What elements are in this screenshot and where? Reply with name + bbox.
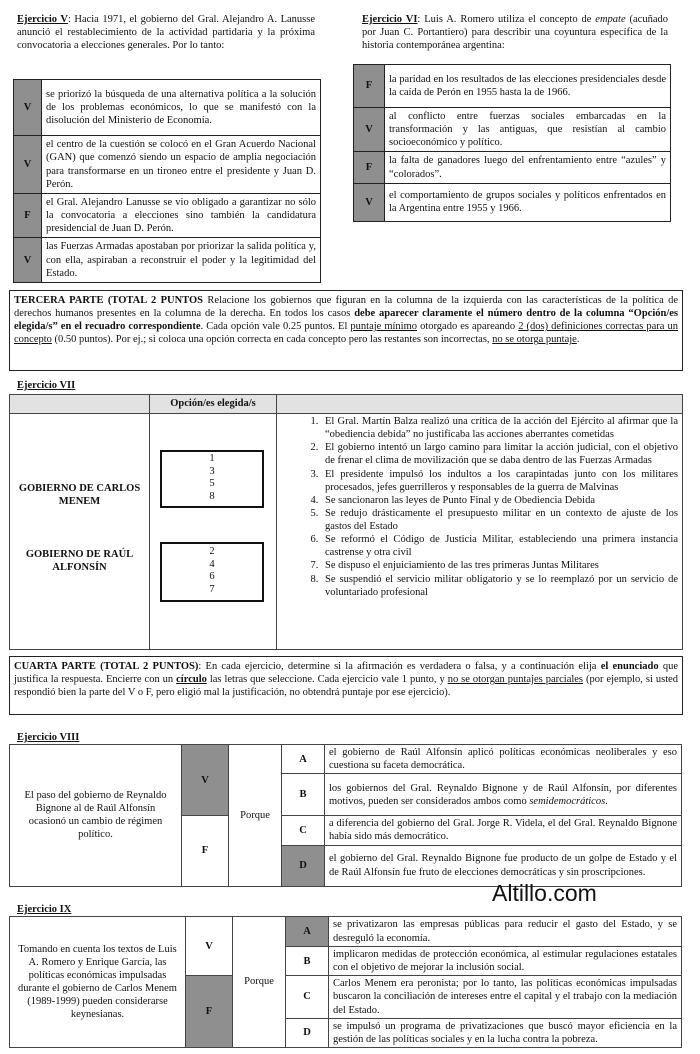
option-text: Carlos Menem era peronista; por lo tanto, las políticas económicas impulsadas buscaron la conciliación de intereses entre el capital y el trabajo con la mediación del Estado. [329, 976, 682, 1018]
option-number: 7 [209, 583, 215, 595]
governments-column [10, 414, 150, 650]
ejercicio-5-table [13, 79, 321, 283]
ejercicio-7-title: Ejercicio VII [17, 380, 76, 391]
true-option: V [186, 917, 233, 976]
tercera-parte-instructions: TERCERA PARTE (TOTAL 2 PUNTOS Relacione los gobiernos que figuran en la columna de la izquierda con las características de la política de derechos humanos presentes en la columna de la derecha. En todos los casos debe aparecer claramente el número dentro de la columna “Opción/es elegida/s” en el recuadro correspondiente. Cada opción vale 0.25 puntos. El puntaje mínimo otorgado es apareando 2 (dos) definiciones correctas para un concepto (0.50 puntos). Por ej.; si coloca una opción correcta en cada concepto pero las restantes son incorrectas, no se otorga puntaje. [9, 290, 683, 371]
table-row [14, 136, 321, 194]
ejercicio-6-table [353, 64, 671, 222]
answer-mark: V [14, 80, 42, 136]
government-menem-label: GOBIERNO DE CARLOS MENEM [18, 483, 141, 508]
ejercicio-5-intro [17, 13, 315, 52]
option-text: a diferencia del gobierno del Gral. Jorge R. Videla, el del Gral. Reynaldo Bignone había sido más democrático. [325, 816, 682, 845]
list-item: 6. Se reformó el Código de Justicia Militar, estableciendo una primera instancia castrense y otra civil [321, 533, 678, 559]
table-row [10, 917, 682, 947]
answer-mark: F [354, 65, 385, 108]
option-text: los gobiernos del Gral. Reynaldo Bignone y de Raúl Alfonsín, por diferentes motivos, pueden ser considerados ambos como semidemocráticos. [325, 774, 682, 816]
table-row [14, 80, 321, 136]
statement-cell: El paso del gobierno de Reynaldo Bignone al de Raúl Alfonsín ocasionó un cambio de régimen político. [10, 745, 182, 887]
option-letter: A [282, 745, 325, 774]
option-text: se impulsó un programa de privatizaciones que buscó mayor eficiencia en la gestión de las políticas sociales y en la lucha contra la pobreza. [329, 1018, 682, 1047]
ejercicio-6-intro: Ejercicio VI: Luis A. Romero utiliza el concepto de empate (acuñado por Juan C. Portantiero) para describir una coyuntura específica de la historia contemporánea argentina: [362, 14, 669, 52]
option-letter: D [286, 1018, 329, 1047]
option-number: 5 [209, 478, 215, 490]
header-cell-empty [10, 395, 150, 414]
ejercicio-7-table [9, 394, 683, 650]
porque-label: Porque [233, 917, 286, 1048]
answer-mark: F [14, 194, 42, 238]
table-row [354, 152, 671, 183]
government-alfonsin-label: GOBIERNO DE RAÚL ALFONSÍN [25, 549, 134, 574]
table-row [354, 108, 671, 152]
list-item: 1. El Gral. Martín Balza realizó una crítica de la acción del Ejército al afirmar que la “obediencia debida” no justificaba las acciones aberrantes cometidas [321, 415, 678, 441]
statement-text: el Gral. Alejandro Lanusse se vio obligado a garantizar no sólo la convocatoria a elecciones sino también la candidatura presidencial de Juan D. Perón. [42, 194, 321, 238]
option-number: 2 [209, 546, 215, 557]
ejercicio-9-title: Ejercicio IX [17, 904, 72, 915]
answer-mark: V [354, 183, 385, 221]
watermark: Altillo.com [492, 880, 597, 906]
statement-text: al conflicto entre fuerzas sociales embarcadas en la transformación y las antiguas, que resistían al cambio socioeconómico y político. [385, 108, 671, 152]
statement-text: el comportamiento de grupos sociales y políticos enfrentados en la Argentina entre 1955 y 1966. [389, 190, 666, 215]
option-number: 1 [209, 453, 215, 464]
option-number: 6 [209, 571, 215, 583]
ejercicio-8-title: Ejercicio VIII [17, 732, 80, 743]
option-letter: B [286, 947, 329, 976]
answer-mark: V [14, 238, 42, 282]
ejercicio-6-title: Ejercicio VI [362, 14, 418, 25]
table-row [14, 194, 321, 238]
header-cell-empty [277, 395, 683, 414]
option-letter-selected: A [286, 917, 329, 947]
list-item: 5. Se redujo drásticamente el presupuesto militar en un contexto de ajuste de los gastos del Estado [321, 507, 678, 533]
option-letter: C [286, 976, 329, 1018]
option-text: el gobierno de Raúl Alfonsín aplicó políticas económicas neoliberales y eso cuestiona su faceta democrática. [325, 745, 682, 774]
list-item: 2. El gobierno intentó un largo camino para limitar la acción judicial, con el objetivo de frenar el clima de movilización que se daba dentro de las Fuerzas Armadas [321, 441, 678, 467]
table-header-row [10, 395, 683, 414]
ejercicio-9-table [9, 916, 682, 1048]
alfonsin-options-box [160, 542, 264, 602]
characteristics-list [277, 415, 678, 599]
table-row [10, 414, 683, 650]
list-item: 3. El presidente impulsó los indultos a los carapintadas junto con los militares procesados, jefes guerrilleros y responsables de la guerra de Malvinas [321, 468, 678, 494]
opciones-column-header: Opción/es elegida/s [150, 395, 277, 414]
option-text: se privatizaron las empresas públicas para reducir el gasto del Estado, y se desreguló la economía. [329, 917, 682, 947]
characteristics-column [277, 414, 683, 650]
table-row [10, 745, 682, 774]
answer-mark: V [354, 108, 385, 152]
option-letter: B [282, 774, 325, 816]
option-number: 3 [209, 465, 215, 477]
table-row [14, 238, 321, 282]
option-text: implicaron medidas de protección económica, al estimular regulaciones estatales con el objetivo de mejorar la inclusión social. [329, 947, 682, 976]
options-column [150, 414, 277, 650]
statement-text: el centro de la cuestión se colocó en el Gran Acuerdo Nacional (GAN) que comenzó siendo un espacio de amplia negociación para transformarse en un tironeo entre el presidente y Juan D. Perón. [42, 136, 321, 194]
list-item: 4. Se sancionaron las leyes de Punto Final y de Obediencia Debida [321, 494, 678, 507]
answer-mark: V [14, 136, 42, 194]
list-item: 7. Se dispuso el enjuiciamiento de las tres primeras Juntas Militares [321, 559, 678, 572]
table-row [354, 183, 671, 221]
statement-cell: Tomando en cuenta los textos de Luis A. Romero y Enrique García, las políticas económicas impulsadas durante el gobierno de Carlos Menem (1989-1999) pueden considerarse keynesianas. [10, 917, 186, 1048]
cuarta-parte-instructions: CUARTA PARTE (TOTAL 2 PUNTOS): En cada ejercicio, determine si la afirmación es verdadera o falsa, y a continuación elija el enunciado que justifica la respuesta. Encierre con un círculo las letras que seleccione. Cada ejercicio vale 1 punto, y no se otorgan puntajes parciales (por ejemplo, si usted respondió bien la parte del V o F, pero eligió mal la justificación, no obtendrá puntaje por ese ejercicio). [9, 656, 683, 715]
ejercicio-8-table [9, 744, 682, 887]
list-item: 8. Se suspendió el servicio militar obligatorio y se lo reemplazó por un servicio de voluntariado profesional [321, 573, 678, 599]
false-option: F [182, 816, 229, 886]
option-text: el gobierno del Gral. Reynaldo Bignone fue producto de un golpe de Estado y el de Raúl Alfonsín fue fruto de elecciones democráticas y sin proscripciones. [325, 845, 682, 886]
menem-options-box [160, 450, 264, 508]
statement-text: se priorizó la búsqueda de una alternativa política a la solución de los problemas económicos, lo que se manifestó con la disolución del Ministerio de Economía. [42, 80, 321, 136]
ejercicio-5-text: : Hacia 1971, el gobierno del Gral. Alejandro A. Lanusse anunció el restablecimiento de la actividad partidaria y la próxima convocatoria a elecciones generales. Por lo tanto: [17, 14, 315, 52]
answer-mark: F [354, 152, 385, 183]
false-option: F [186, 976, 233, 1048]
ejercicio-5-title: Ejercicio V [17, 14, 68, 25]
option-letter: C [282, 816, 325, 845]
table-row [354, 65, 671, 108]
option-number: 4 [209, 558, 215, 570]
statement-text: las Fuerzas Armadas apostaban por priorizar la salida política y, con ella, aspiraban a reconstruir el poder y la legitimidad del Estado. [46, 241, 316, 279]
porque-label: Porque [229, 745, 282, 887]
statement-text: la paridad en los resultados de las elecciones presidenciales desde la caída de Perón en 1955 hasta la de 1966. [385, 65, 671, 108]
option-letter-selected: D [282, 845, 325, 886]
statement-text: la falta de ganadores luego del enfrentamiento entre “azules” y “colorados”. [385, 152, 671, 183]
true-option: V [182, 745, 229, 816]
option-number: 8 [209, 490, 215, 502]
